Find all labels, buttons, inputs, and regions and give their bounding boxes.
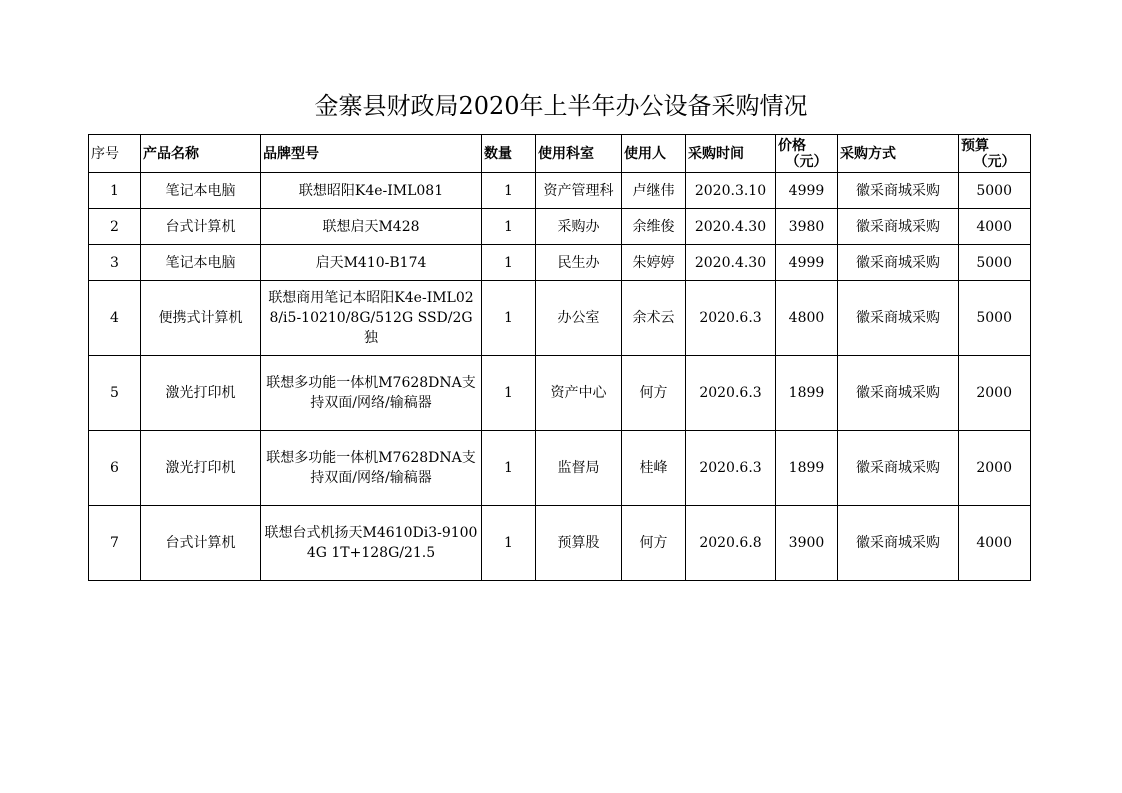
- cell-method: 徽采商城采购: [838, 209, 959, 245]
- cell-qty: 1: [482, 356, 536, 431]
- cell-date: 2020.6.3: [686, 281, 776, 356]
- cell-price: 1899: [776, 431, 838, 506]
- table-row: [89, 356, 1031, 431]
- cell-model: 联想多功能一体机M7628DNA支持双面/网络/输稿器: [261, 431, 482, 506]
- cell-model: 联想启天M428: [261, 209, 482, 245]
- cell-qty: 1: [482, 245, 536, 281]
- cell-seq: 7: [89, 506, 141, 581]
- table-row: [89, 281, 1031, 356]
- cell-product: 便携式计算机: [141, 281, 261, 356]
- table-row: [89, 245, 1031, 281]
- cell-dept: 办公室: [536, 281, 622, 356]
- cell-seq: 6: [89, 431, 141, 506]
- cell-model: 联想昭阳K4e-IML081: [261, 173, 482, 209]
- cell-user: 余维俊: [622, 209, 686, 245]
- cell-date: 2020.4.30: [686, 209, 776, 245]
- header-price-line2: （元）: [785, 153, 828, 170]
- cell-date: 2020.6.8: [686, 506, 776, 581]
- cell-model: 联想多功能一体机M7628DNA支持双面/网络/输稿器: [261, 356, 482, 431]
- header-dept: 使用科室: [536, 135, 622, 173]
- cell-seq: 1: [89, 173, 141, 209]
- header-user: 使用人: [622, 135, 686, 173]
- cell-budget: 4000: [959, 506, 1031, 581]
- header-method: 采购方式: [838, 135, 959, 173]
- cell-seq: 5: [89, 356, 141, 431]
- cell-budget: 5000: [959, 245, 1031, 281]
- cell-qty: 1: [482, 173, 536, 209]
- cell-model: 联想台式机扬天M4610Di3-9100 4G 1T+128G/21.5: [261, 506, 482, 581]
- cell-dept: 民生办: [536, 245, 622, 281]
- cell-date: 2020.4.30: [686, 245, 776, 281]
- cell-user: 何方: [622, 356, 686, 431]
- header-budget-line2: （元）: [973, 153, 1016, 170]
- table-header-row: [89, 135, 1031, 173]
- cell-qty: 1: [482, 281, 536, 356]
- cell-price: 4800: [776, 281, 838, 356]
- cell-price: 3980: [776, 209, 838, 245]
- cell-price: 4999: [776, 245, 838, 281]
- header-date: 采购时间: [686, 135, 776, 173]
- cell-user: 卢继伟: [622, 173, 686, 209]
- cell-seq: 4: [89, 281, 141, 356]
- cell-dept: 预算股: [536, 506, 622, 581]
- cell-product: 激光打印机: [141, 431, 261, 506]
- cell-model: 启天M410-B174: [261, 245, 482, 281]
- procurement-table: [88, 134, 1031, 581]
- cell-date: 2020.6.3: [686, 431, 776, 506]
- page-title: 金寨县财政局2020年上半年办公设备采购情况: [314, 92, 808, 120]
- cell-price: 1899: [776, 356, 838, 431]
- cell-product: 台式计算机: [141, 209, 261, 245]
- cell-product: 台式计算机: [141, 506, 261, 581]
- header-price-line1: 价格: [778, 137, 806, 154]
- cell-budget: 5000: [959, 173, 1031, 209]
- cell-dept: 资产管理科: [536, 173, 622, 209]
- table-row: [89, 173, 1031, 209]
- cell-qty: 1: [482, 506, 536, 581]
- header-seq: 序号: [89, 135, 141, 173]
- cell-product: 笔记本电脑: [141, 245, 261, 281]
- cell-method: 徽采商城采购: [838, 506, 959, 581]
- cell-price: 3900: [776, 506, 838, 581]
- header-price: [776, 135, 838, 173]
- cell-budget: 4000: [959, 209, 1031, 245]
- table-row: [89, 506, 1031, 581]
- header-budget: [959, 135, 1031, 173]
- cell-budget: 5000: [959, 281, 1031, 356]
- header-model: 品牌型号: [261, 135, 482, 173]
- cell-user: 何方: [622, 506, 686, 581]
- cell-user: 桂峰: [622, 431, 686, 506]
- header-qty: 数量: [482, 135, 536, 173]
- cell-dept: 采购办: [536, 209, 622, 245]
- cell-dept: 资产中心: [536, 356, 622, 431]
- table-row: [89, 431, 1031, 506]
- cell-dept: 监督局: [536, 431, 622, 506]
- cell-budget: 2000: [959, 431, 1031, 506]
- cell-product: 激光打印机: [141, 356, 261, 431]
- cell-date: 2020.6.3: [686, 356, 776, 431]
- cell-qty: 1: [482, 431, 536, 506]
- cell-seq: 3: [89, 245, 141, 281]
- cell-method: 徽采商城采购: [838, 245, 959, 281]
- cell-budget: 2000: [959, 356, 1031, 431]
- cell-price: 4999: [776, 173, 838, 209]
- cell-date: 2020.3.10: [686, 173, 776, 209]
- cell-method: 徽采商城采购: [838, 173, 959, 209]
- header-product: 产品名称: [141, 135, 261, 173]
- cell-user: 朱婷婷: [622, 245, 686, 281]
- cell-qty: 1: [482, 209, 536, 245]
- table-row: [89, 209, 1031, 245]
- cell-product: 笔记本电脑: [141, 173, 261, 209]
- cell-method: 徽采商城采购: [838, 431, 959, 506]
- cell-model: 联想商用笔记本昭阳K4e-IML028/i5-10210/8G/512G SSD/2G独: [261, 281, 482, 356]
- cell-user: 余术云: [622, 281, 686, 356]
- cell-seq: 2: [89, 209, 141, 245]
- cell-method: 徽采商城采购: [838, 356, 959, 431]
- cell-method: 徽采商城采购: [838, 281, 959, 356]
- header-budget-line1: 预算: [961, 137, 989, 154]
